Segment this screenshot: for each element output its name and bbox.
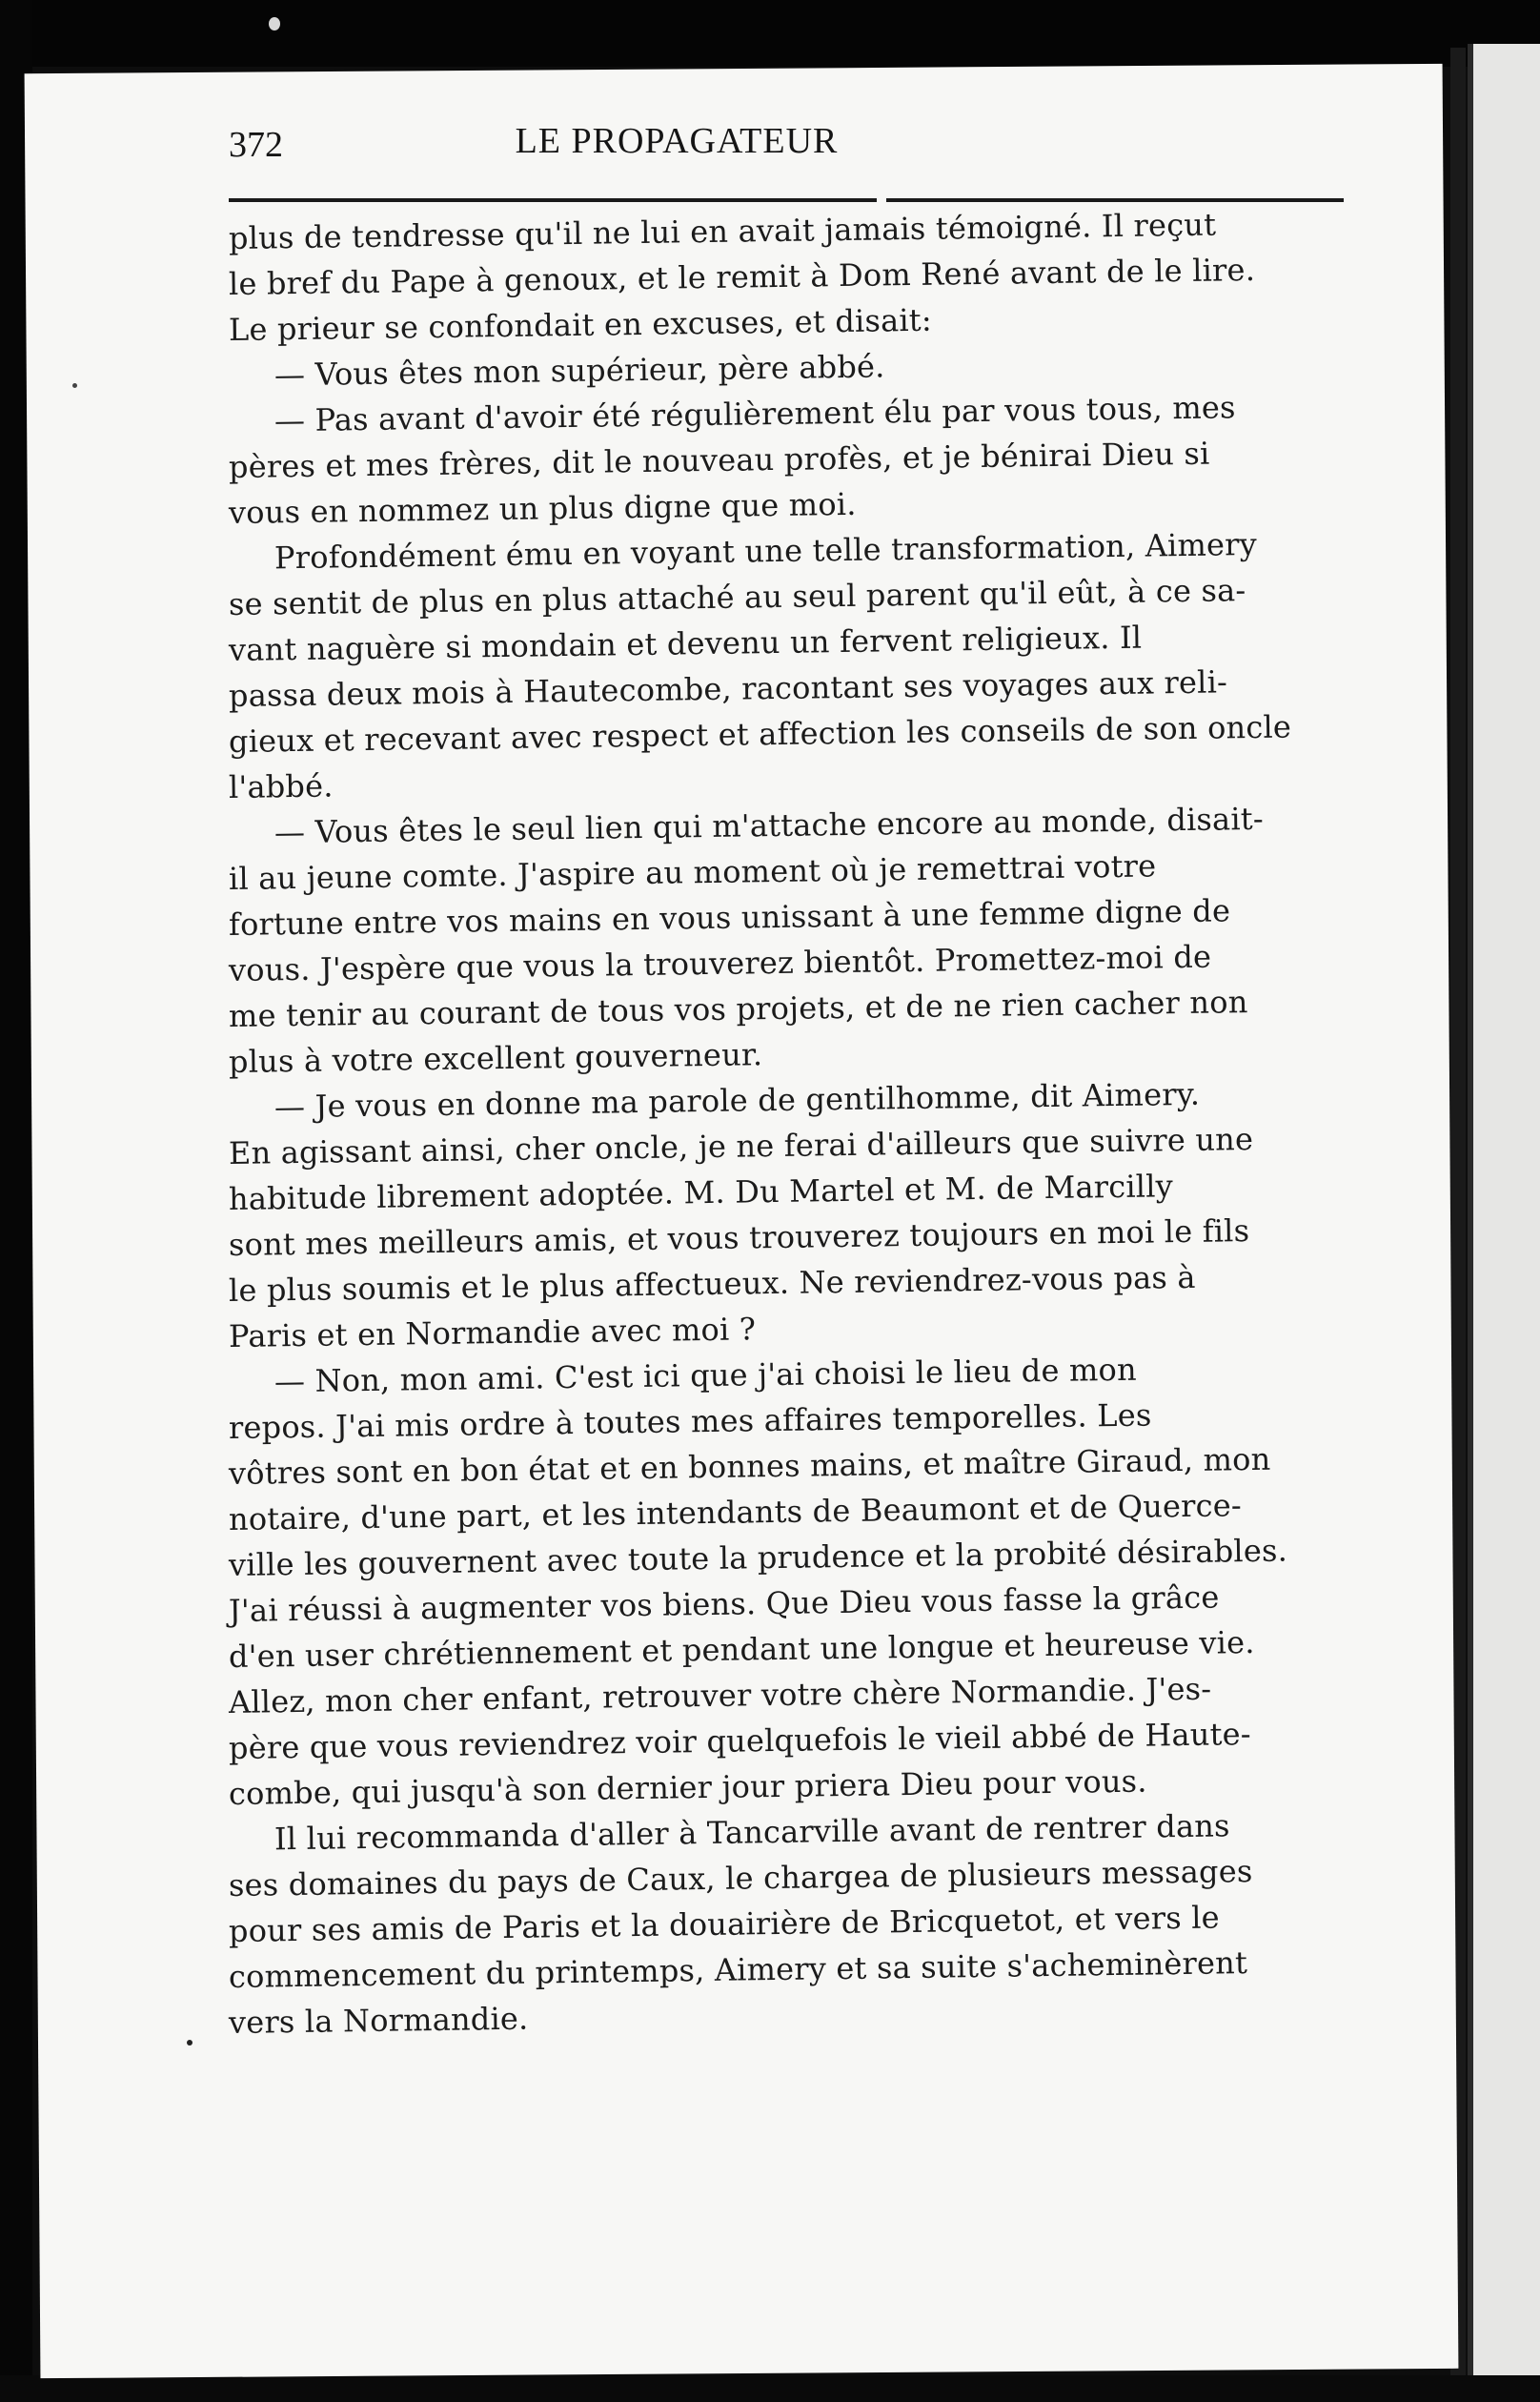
text-line: vôtres sont en bon état et en bonnes mains, et maître Giraud, mon	[228, 1440, 1271, 1492]
text-line: En agissant ainsi, cher oncle, je ne ferai d'ailleurs que suivre une	[228, 1120, 1254, 1171]
text-line: ses domaines du pays de Caux, le chargea de plusieurs messages	[228, 1852, 1253, 1903]
text-line: il au jeune comte. J'aspire au moment où je remettrai votre	[228, 847, 1157, 897]
text-line: vant naguère si mondain et devenu un fervent religieux. Il	[228, 619, 1143, 668]
running-title: LE PROPAGATEUR	[515, 121, 839, 161]
text-line: le bref du Pape à genoux, et le remit à Dom René avant de le lire.	[228, 251, 1256, 302]
text-line: pour ses amis de Paris et la douairière de Bricquetot, et vers le	[228, 1899, 1221, 1949]
text-line: père que vous reviendrez voir quelquefois le vieil abbé de Haute-	[228, 1716, 1252, 1766]
text-line: vous en nommez un plus digne que moi.	[228, 485, 857, 531]
text-line: Profondément ému en voyant une telle transformation, Aimery	[274, 525, 1258, 577]
text-line: passa deux mois à Hautecombe, racontant ses voyages aux reli-	[228, 663, 1228, 714]
text-line: notaire, d'une part, et les intendants de Beaumont et de Querce-	[228, 1487, 1243, 1537]
adjacent-page-edge	[1468, 44, 1540, 2398]
text-line: J'ai réussi à augmenter vos biens. Que Dieu vous fasse la grâce	[228, 1578, 1220, 1629]
text-line: combe, qui jusqu'à son dernier jour priera Dieu pour vous.	[228, 1762, 1147, 1812]
text-line: vous. J'espère que vous la trouverez bientôt. Promettez-moi de	[228, 938, 1212, 988]
text-line: — Pas avant d'avoir été régulièrement élu par vous tous, mes	[274, 389, 1236, 439]
text-line: — Non, mon ami. C'est ici que j'ai choisi le lieu de mon	[274, 1351, 1138, 1400]
scan-bottom-border	[0, 2375, 1540, 2402]
body-text	[228, 206, 1348, 2046]
header-rule-break	[877, 196, 886, 204]
text-line: Le prieur se confondait en excuses, et disait:	[228, 301, 933, 348]
text-line: habitude librement adoptée. M. Du Martel et M. de Marcilly	[228, 1168, 1174, 1217]
text-line: vers la Normandie.	[228, 2000, 529, 2041]
text-line: l'abbé.	[228, 767, 334, 805]
text-line: — Vous êtes mon supérieur, père abbé.	[274, 348, 885, 394]
text-line: commencement du printemps, Aimery et sa suite s'acheminèrent	[228, 1944, 1248, 1995]
scan-speck	[72, 383, 77, 388]
text-line: plus à votre excellent gouverneur.	[228, 1036, 763, 1080]
text-line: — Je vous en donne ma parole de gentilhomme, dit Aimery.	[274, 1075, 1201, 1126]
text-line: Allez, mon cher enfant, retrouver votre chère Normandie. J'es-	[228, 1670, 1212, 1720]
page-header	[229, 121, 1353, 191]
text-line: Il lui recommanda d'aller à Tancarville avant de rentrer dans	[274, 1807, 1230, 1858]
text-line: Paris et en Normandie avec moi ?	[228, 1311, 757, 1354]
text-line: gieux et recevant avec respect et affection les conseils de son oncle	[228, 708, 1292, 760]
scan-speck	[187, 2040, 192, 2046]
text-line: se sentit de plus en plus attaché au seul parent qu'il eût, à ce sa-	[228, 572, 1246, 622]
text-line: d'en user chrétiennement et pendant une longue et heureuse vie.	[228, 1623, 1255, 1675]
scan-top-border	[0, 0, 1540, 67]
text-line: me tenir au courant de tous vos projets, et de ne rien cacher non	[228, 984, 1248, 1034]
text-line: plus de tendresse qu'il ne lui en avait jamais témoigné. Il reçut	[228, 206, 1217, 256]
text-line: sont mes meilleurs amis, et vous trouverez toujours en moi le fils	[228, 1212, 1250, 1263]
text-line: — Vous êtes le seul lien qui m'attache encore au monde, disait-	[274, 800, 1265, 851]
text-line: pères et mes frères, dit le nouveau profès, et je bénirai Dieu si	[228, 435, 1210, 485]
text-line: le plus soumis et le plus affectueux. Ne reviendrez-vous pas à	[228, 1258, 1196, 1309]
page-number: 372	[229, 125, 283, 165]
text-line: ville les gouvernent avec toute la prudence et la probité désirables.	[228, 1532, 1288, 1583]
scan-speck	[269, 17, 280, 31]
text-line: fortune entre vos mains en vous unissant à une femme digne de	[228, 892, 1231, 943]
text-line: repos. J'ai mis ordre à toutes mes affaires temporelles. Les	[228, 1396, 1152, 1446]
